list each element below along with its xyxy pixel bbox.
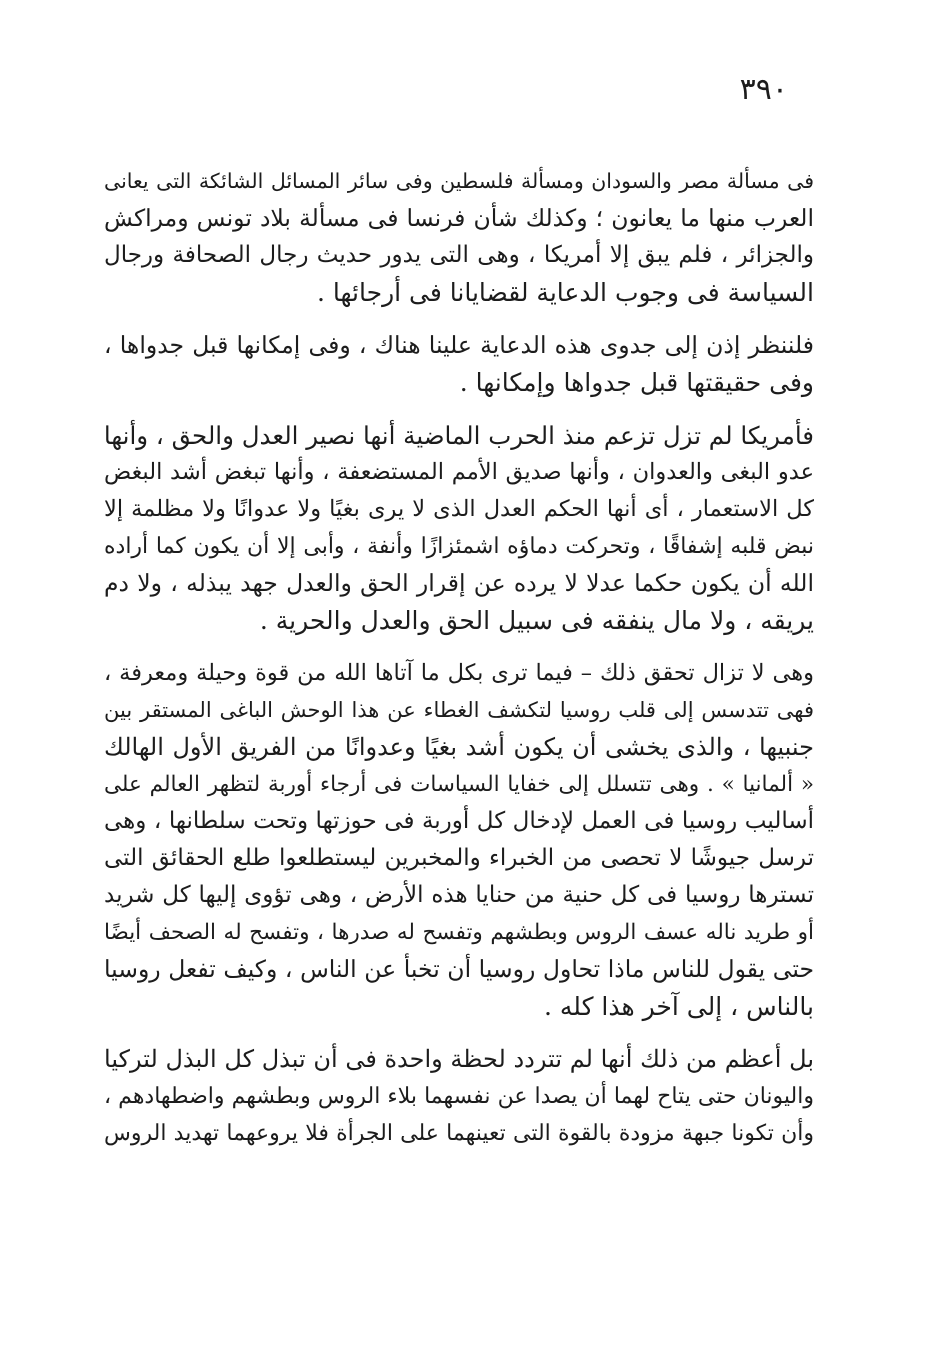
text-line: واليونان حتى يتاح لهما أن يصدا عن نفسهما بلاء الروس وبطشهم واضطهادهم ، — [104, 1084, 814, 1109]
text-line: أو طريد ناله عسف الروس وبطشهم وتفسح له صدرها ، وتفسح له الصحف أيضًا — [104, 920, 814, 945]
text-line: فهى تتدسس إلى قلب روسيا لتكشف الغطاء عن هذا الوحش الباغى المستقر بين — [104, 698, 814, 722]
text-line: كل الاستعمار ، أى أنها الحكم العدل الذى لا يرى بغيًا ولا عدوانًا ولا مظلمة إلا — [104, 496, 814, 522]
text-line: الله أن يكون حكما عدلا لا يرده عن إقرار الحق والعدل جهد يبذله ، ولا دم — [104, 569, 814, 597]
paragraph — [104, 163, 814, 311]
text-line: نبض قلبه إشفاقًا ، وتحركت دماؤه اشمئزازًا وأنفة ، وأبى إلا أن يكون كما أراده — [104, 534, 814, 559]
text-line: فلننظر إذن إلى جدوى هذه الدعاية علينا هناك ، وفى إمكانها قبل جدواها ، — [104, 331, 814, 359]
text-line: « ألمانيا » . وهى تتسلل إلى خفايا السياسات فى أرجاء أوربة لتظهر العالم على — [104, 772, 814, 797]
paragraph — [104, 1041, 814, 1152]
paragraph — [104, 655, 814, 1025]
text-line: والجزائر ، فلم يبق إلا أمريكا ، وهى التى يدور حديث رجال الصحافة ورجال — [104, 242, 814, 268]
text-line: حتى يقول للناس ماذا تحاول روسيا أن تخبأ عن الناس ، وكيف تفعل روسيا — [104, 955, 814, 983]
text-line: يريقه ، ولا مال ينفقه فى سبيل الحق والعدل والحرية . — [259, 606, 814, 635]
text-line: ترسل جيوشًا لا تحصى من الخبراء والمخبرين ليستطلعوا طلع الحقائق التى — [104, 845, 814, 871]
text-line: جنبيها ، والذى يخشى أن يكون أشد بغيًا وعدوانًا من الفريق الأول الهالك — [104, 733, 814, 761]
page-number: ٣٩٠ — [739, 72, 788, 107]
text-line: بل أعظم من ذلك أنها لم تتردد لحظة واحدة فى أن تبذل كل البذل لتركيا — [104, 1045, 814, 1073]
paragraph — [104, 417, 814, 639]
text-line: أساليب روسيا فى العمل لإدخال كل أوربة فى حوزتها وتحت سلطانها ، وهى — [104, 808, 814, 834]
text-line: وهى لا تزال تحقق ذلك – فيما ترى بكل ما آتاها الله من قوة وحيلة ومعرفة ، — [104, 660, 814, 686]
body-text — [104, 163, 814, 1168]
text-line: بالناس ، إلى آخر هذا كله . — [544, 992, 814, 1021]
text-line: تسترها روسيا فى كل حنية من حنايا هذه الأرض ، وهى تؤوى إليها كل شريد — [104, 882, 814, 908]
paragraph — [104, 327, 814, 401]
text-line: فأمريكا لم تزل تزعم منذ الحرب الماضية أنها نصير العدل والحق ، وأنها — [104, 421, 814, 450]
text-line: عدو البغى والعدوان ، وأنها صديق الأمم المستضعفة ، وأنها تبغض أشد البغض — [104, 459, 814, 485]
text-line: وفى حقيقتها قبل جدواها وإمكانها . — [459, 368, 814, 397]
text-line: وأن تكونا جبهة مزودة بالقوة التى تعينهما على الجرأة فلا يروعهما تهديد الروس — [104, 1121, 814, 1146]
text-line: فى مسألة مصر والسودان ومسألة فلسطين وفى سائر المسائل الشائكة التى يعانى — [104, 169, 814, 193]
text-line: العرب منها ما يعانون ؛ وكذلك شأن فرنسا فى مسألة بلاد تونس ومراكش — [104, 204, 814, 232]
text-line: السياسة فى وجوب الدعاية لقضايانا فى أرجائها . — [317, 278, 814, 307]
